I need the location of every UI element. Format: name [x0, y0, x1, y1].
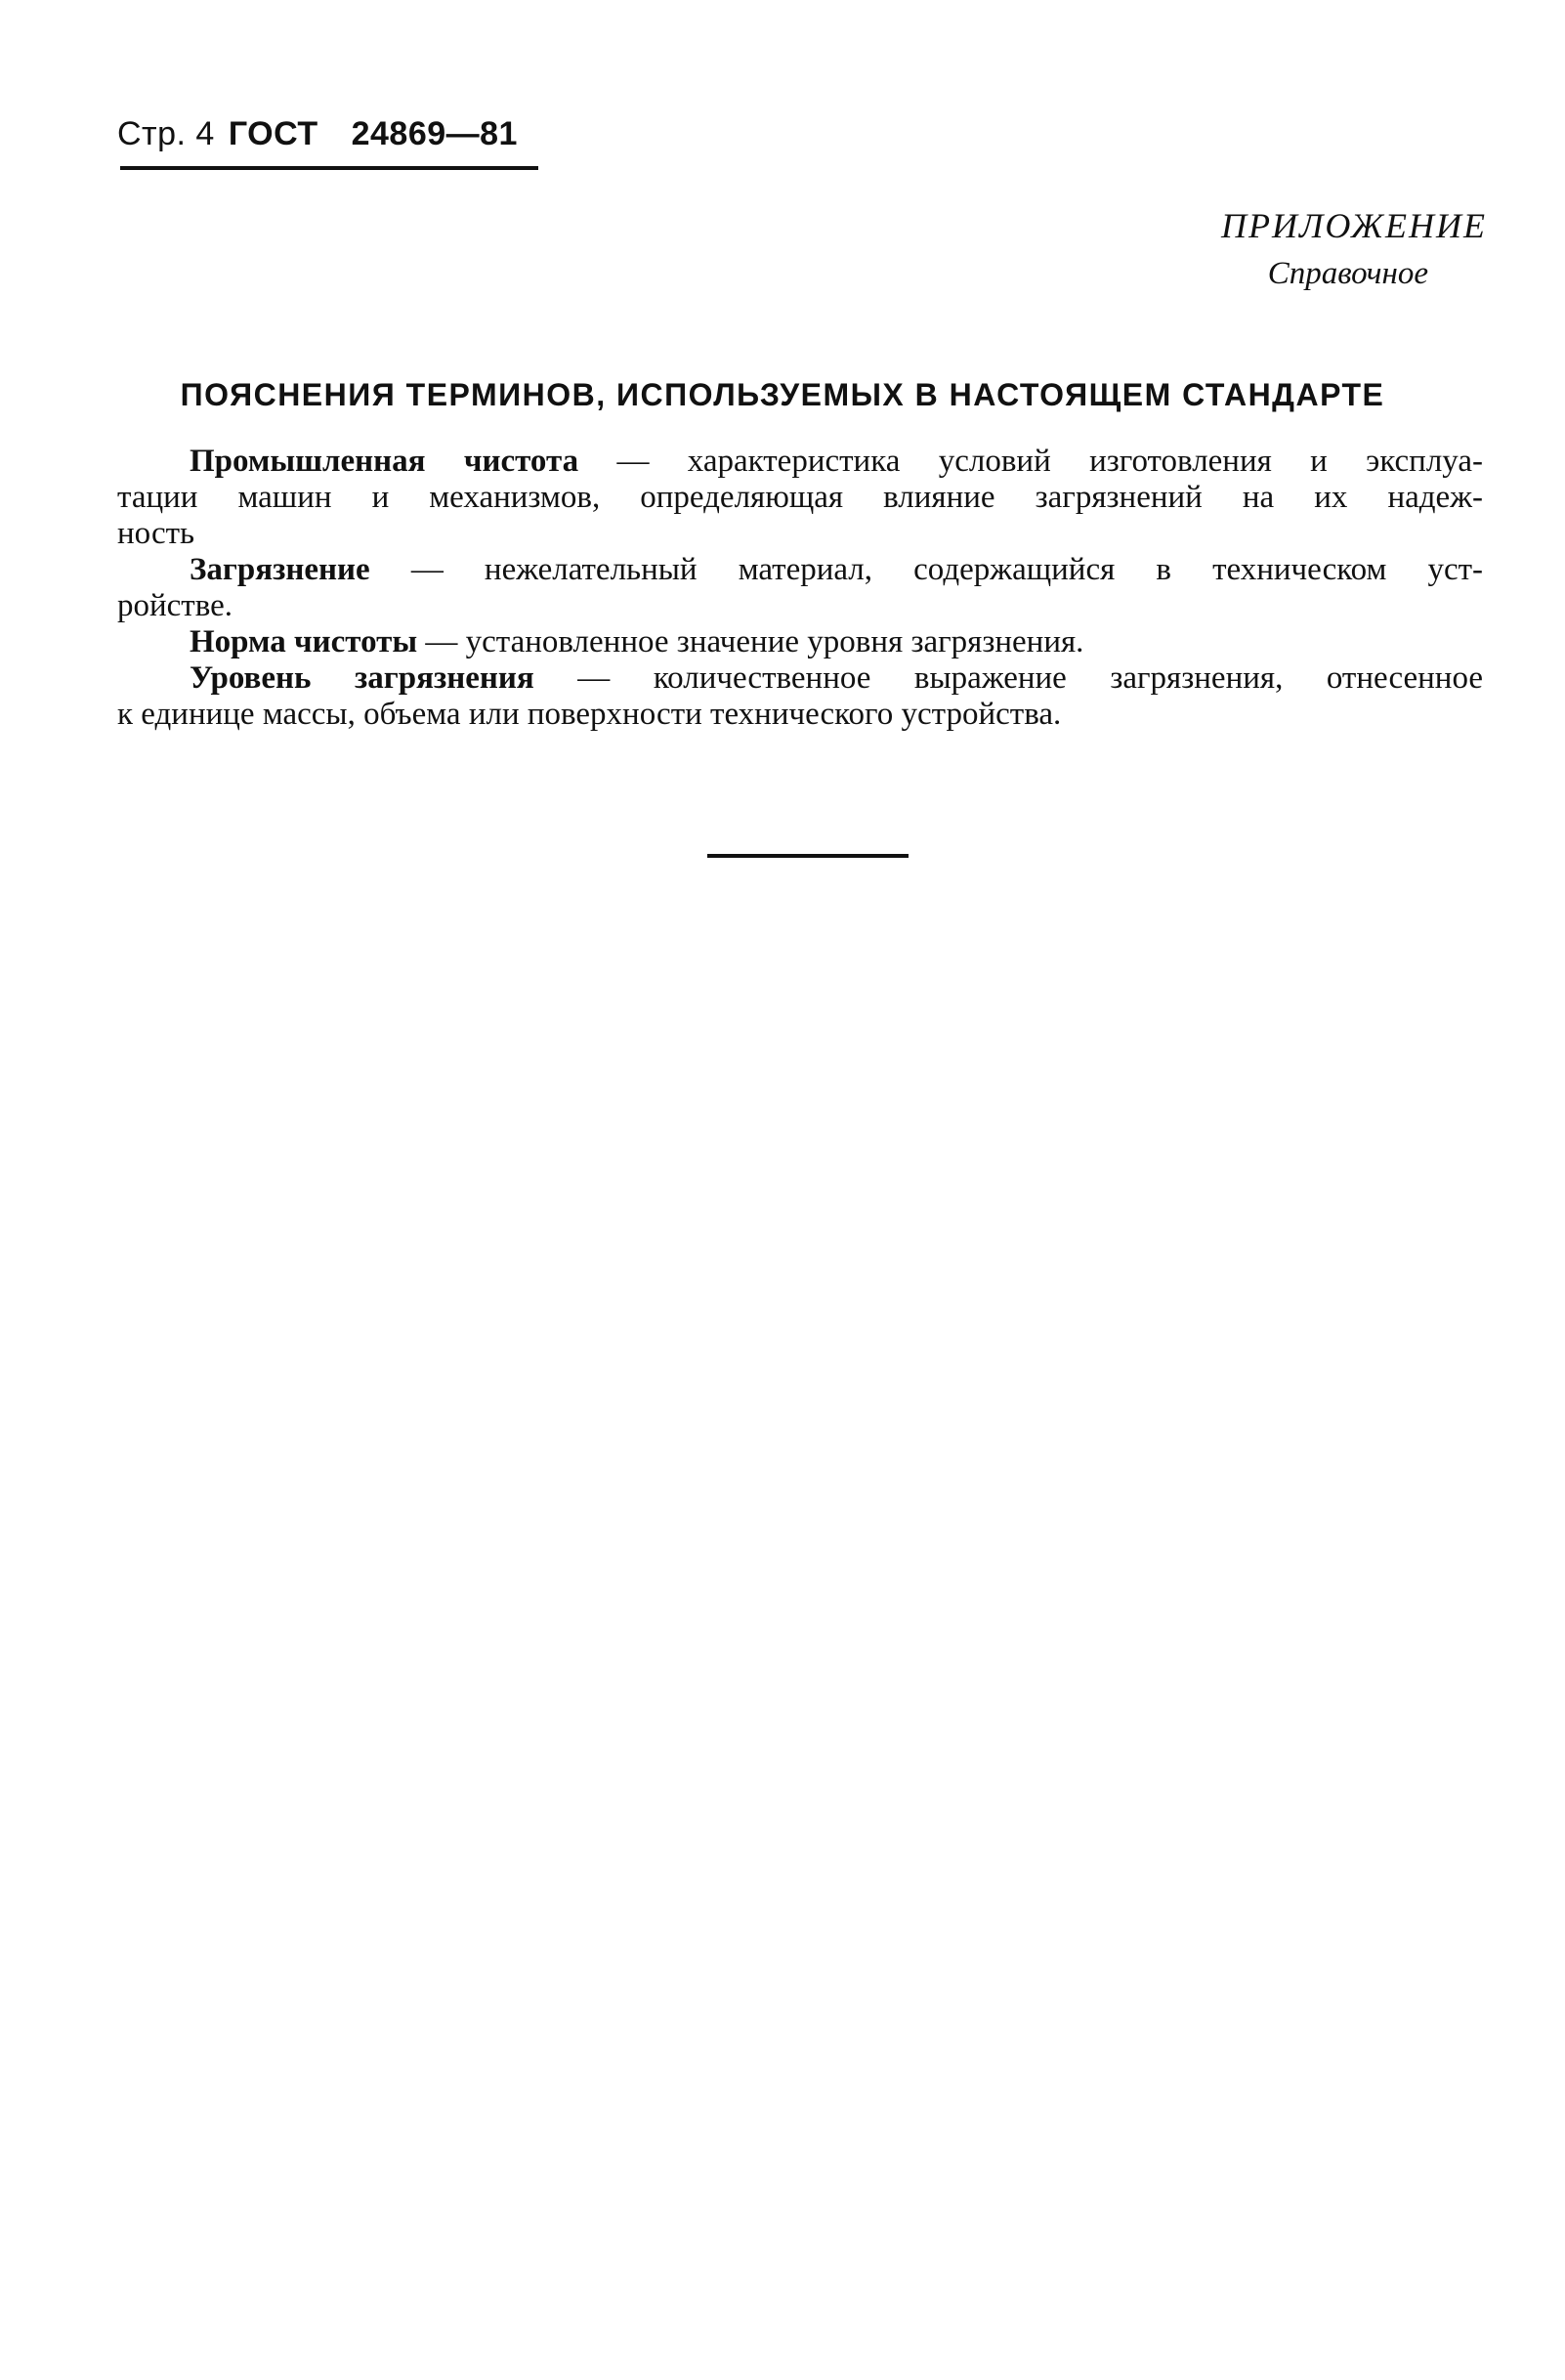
appendix-title: ПРИЛОЖЕНИЕ: [1221, 206, 1487, 245]
definition-line: [117, 552, 1483, 588]
appendix-block: [1221, 201, 1487, 297]
page-label: Стр. 4: [117, 115, 215, 152]
definition-text: — количественное выражение загрязнения, отнесенное: [577, 660, 1484, 696]
document-number: 24869—81: [351, 115, 518, 152]
definitions-list: [117, 444, 1483, 733]
header-rule: [120, 166, 538, 170]
definition-line: ность: [117, 516, 195, 551]
definition-text: — характеристика условий изготовления и эксплуа-: [616, 444, 1484, 479]
definition-line: к единице массы, объема или поверхности технического устройства.: [117, 697, 1062, 732]
definition-term: Промышленная чистота: [190, 444, 579, 479]
definition-text: — нежелательный материал, содержащийся в техническом уст-: [410, 552, 1484, 587]
standard-label: ГОСТ: [228, 115, 318, 152]
definition-line: [117, 444, 1483, 480]
definition-line: ройстве.: [117, 588, 233, 623]
end-rule: [707, 854, 909, 858]
section-title: ПОЯСНЕНИЯ ТЕРМИНОВ, ИСПОЛЬЗУЕМЫХ В НАСТОЯЩЕМ СТАНДАРТЕ: [180, 377, 1385, 412]
definition-term: Загрязнение: [190, 552, 370, 587]
definition-term: Уровень загрязнения: [190, 660, 534, 696]
definition-line: [117, 660, 1483, 697]
appendix-subtitle: Справочное: [1267, 256, 1428, 291]
definition-term: Норма чистоты: [190, 624, 418, 659]
definition-line: тации машин и механизмов, определяющая влияние загрязнений на их надеж-: [117, 480, 1483, 515]
definition-text: — установленное значение уровня загрязнения.: [425, 624, 1084, 659]
running-head: [117, 115, 518, 153]
definition-line: [117, 624, 1483, 660]
